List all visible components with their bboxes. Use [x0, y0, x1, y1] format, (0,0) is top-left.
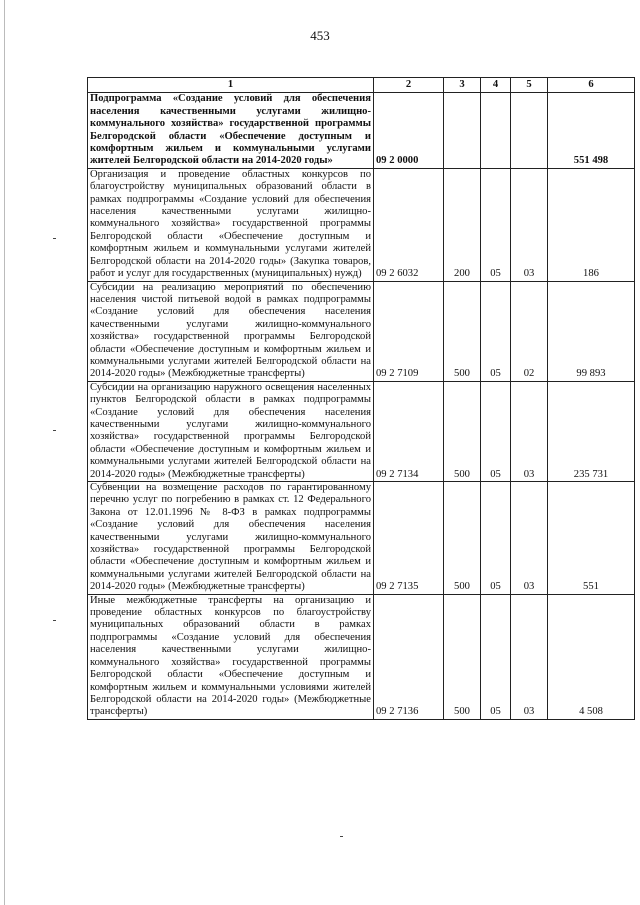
row-col-4: 05	[481, 381, 511, 481]
header-col-5: 5	[511, 78, 548, 93]
table-row	[88, 93, 635, 168]
row-col-5	[511, 93, 548, 168]
table-row	[88, 482, 635, 595]
header-col-2: 2	[374, 78, 444, 93]
row-col-3: 500	[444, 281, 481, 381]
row-amount: 186	[548, 168, 635, 281]
table-row	[88, 381, 635, 481]
budget-table	[87, 77, 635, 720]
header-col-4: 4	[481, 78, 511, 93]
row-col-3: 500	[444, 594, 481, 719]
row-col-3	[444, 93, 481, 168]
row-amount: 235 731	[548, 381, 635, 481]
row-description: Субвенции на возмещение расходов по гарантированному перечню услуг по погребению в рамках ст. 12 Федерального Закона от 12.01.1996 № 8-ФЗ в рамках подпрограммы «Создание условий для обеспечения населения качественными услугами жилищно-коммунального хозяйства» государственной программы Белгородской области «Обеспечение доступным и комфортным жильем и коммунальными услугами жителей Белгородской области на 2014-2020 годы» (Межбюджетные трансферты)	[88, 482, 374, 595]
table-row	[88, 168, 635, 281]
row-code: 09 2 7109	[374, 281, 444, 381]
row-description: Иные межбюджетные трансферты на организацию и проведение областных конкурсов по благоустройству муниципальных образований области в рамках подпрограммы «Создание условий для обеспечения населения качественными услугами жилищно-коммунального хозяйства» государственной программы Белгородской области «Обеспечение доступным и комфортным жильем и коммунальными условиями жителей Белгородской области на 2014-2020 годы» (Межбюджетные трансферты)	[88, 594, 374, 719]
row-col-5: 03	[511, 482, 548, 595]
row-col-5: 03	[511, 168, 548, 281]
scan-mark	[53, 620, 56, 621]
header-col-1: 1	[88, 78, 374, 93]
page-number: 453	[310, 28, 330, 43]
row-col-3: 200	[444, 168, 481, 281]
row-col-5: 03	[511, 381, 548, 481]
row-description: Подпрограмма «Создание условий для обеспечения населения качественными услугами жилищно-коммунального хозяйства» государственной программы Белгородской области «Обеспечение доступным и комфортным жильем и коммунальными услугами жителей Белгородской области на 2014-2020 годы»	[88, 93, 374, 168]
row-description: Субсидии на организацию наружного освещения населенных пунктов Белгородской области в рамках подпрограммы «Создание условий для обеспечения населения качественными услугами жилищно-коммунального хозяйства» государственной программы Белгородской области «Обеспечение доступным и комфортным жильем и коммунальными услугами жителей Белгородской области на 2014-2020 годы» (Межбюджетные трансферты)	[88, 381, 374, 481]
row-col-4: 05	[481, 168, 511, 281]
row-col-3: 500	[444, 381, 481, 481]
row-amount: 99 893	[548, 281, 635, 381]
row-code: 09 2 0000	[374, 93, 444, 168]
header-col-3: 3	[444, 78, 481, 93]
row-col-5: 02	[511, 281, 548, 381]
row-col-4: 05	[481, 482, 511, 595]
row-col-4	[481, 93, 511, 168]
row-col-4: 05	[481, 281, 511, 381]
scan-margin-line	[4, 0, 5, 905]
row-amount: 551	[548, 482, 635, 595]
row-amount: 4 508	[548, 594, 635, 719]
header-col-6: 6	[548, 78, 635, 93]
row-col-5: 03	[511, 594, 548, 719]
scan-mark	[53, 238, 56, 239]
row-amount: 551 498	[548, 93, 635, 168]
row-code: 09 2 6032	[374, 168, 444, 281]
row-description: Организация и проведение областных конкурсов по благоустройству муниципальных образований области в рамках подпрограммы «Создание условий для обеспечения населения качественными услугами жилищно-коммунального хозяйства» государственной программы Белгородской области «Обеспечение доступным и комфортным жильем и коммунальными услугами жителей Белгородской области на 2014-2020 годы» (Закупка товаров, работ и услуг для государственных (муниципальных) нужд)	[88, 168, 374, 281]
row-col-4: 05	[481, 594, 511, 719]
header-row	[88, 78, 635, 93]
scan-mark	[53, 430, 56, 431]
scan-mark	[340, 836, 343, 837]
row-code: 09 2 7136	[374, 594, 444, 719]
row-description: Субсидии на реализацию мероприятий по обеспечению населения чистой питьевой водой в рамках подпрограммы «Создание условий для обеспечения населения качественными услугами жилищно-коммунального хозяйства» государственной программы Белгородской области «Обеспечение доступным и комфортным жильем и коммунальными услугами жителей Белгородской области на 2014-2020 годы» (Межбюджетные трансферты)	[88, 281, 374, 381]
row-col-3: 500	[444, 482, 481, 595]
table-row	[88, 281, 635, 381]
table-row	[88, 594, 635, 719]
row-code: 09 2 7135	[374, 482, 444, 595]
row-code: 09 2 7134	[374, 381, 444, 481]
